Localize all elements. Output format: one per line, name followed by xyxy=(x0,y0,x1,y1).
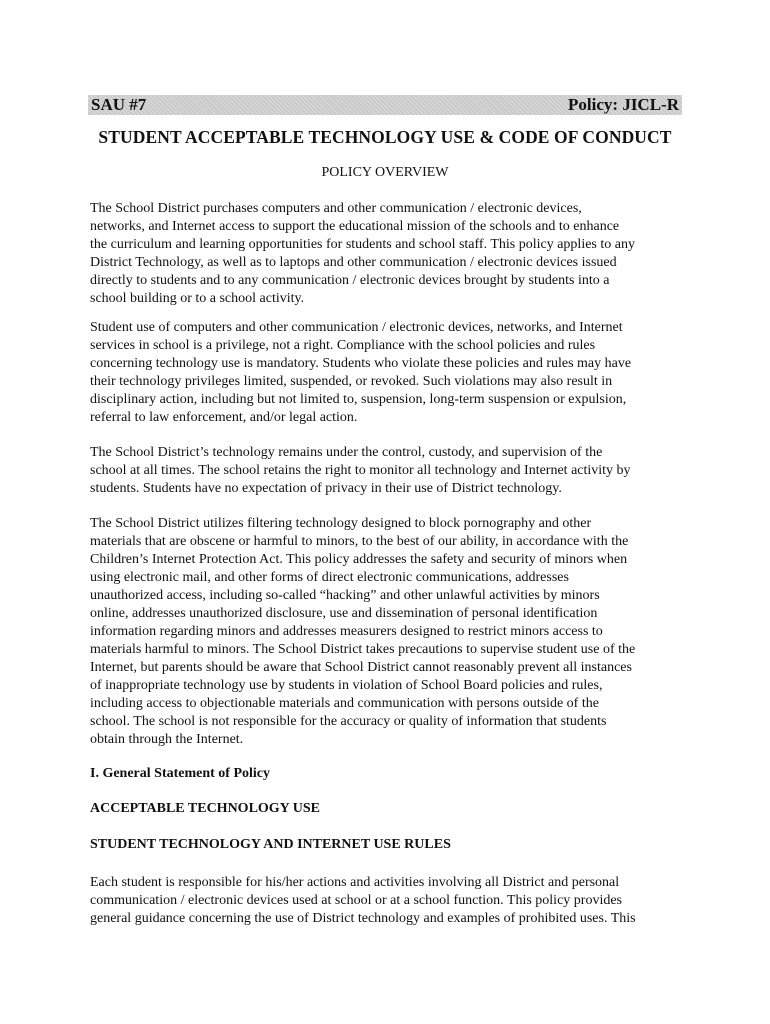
paragraph-line: concerning technology use is mandatory. Students who violate these policies and rules may have xyxy=(90,356,632,371)
paragraph-line: general guidance concerning the use of District technology and examples of prohibited uses. This xyxy=(90,911,636,926)
paragraph-line: disciplinary action, including but not limited to, suspension, long-term suspension or expulsion, xyxy=(90,392,627,407)
paragraph-line: unauthorized access, including so-called “hacking” and other unlawful activities by minors xyxy=(90,588,600,603)
acceptable-use-heading: ACCEPTABLE TECHNOLOGY USE xyxy=(90,801,321,816)
paragraph-line: Children’s Internet Protection Act. This policy addresses the safety and security of minors when xyxy=(90,552,628,567)
header-bar xyxy=(88,95,682,115)
paragraph-line: the curriculum and learning opportunities for students and school staff. This policy applies to any xyxy=(90,237,635,252)
paragraph-line: school at all times. The school retains the right to monitor all technology and Internet activity by xyxy=(90,463,631,478)
paragraph-line: online, addresses unauthorized disclosure, use and dissemination of personal identification xyxy=(90,606,598,621)
paragraph-line: directly to students and to any communication / electronic devices brought by students into a xyxy=(90,273,610,288)
document-title: STUDENT ACCEPTABLE TECHNOLOGY USE & CODE OF CONDUCT xyxy=(98,127,672,147)
paragraph-line: Each student is responsible for his/her actions and activities involving all District and personal xyxy=(90,875,620,890)
paragraph-line: The School District utilizes filtering technology designed to block pornography and other xyxy=(90,516,592,531)
paragraph-line: students. Students have no expectation of privacy in their use of District technology. xyxy=(90,481,562,496)
paragraph-line: District Technology, as well as to laptops and other communication / electronic devices issued xyxy=(90,255,617,270)
policy-code: Policy: JICL-R xyxy=(568,95,679,114)
paragraph-4 xyxy=(90,515,690,749)
district-label: SAU #7 xyxy=(91,95,147,114)
paragraph-1 xyxy=(90,200,690,308)
paragraph-line: materials harmful to minors. The School District takes precautions to supervise student use of the xyxy=(90,642,636,657)
paragraph-line: Internet, but parents should be aware that School District cannot reasonably prevent all instances xyxy=(90,660,632,675)
paragraph-line: The School District purchases computers and other communication / electronic devices, xyxy=(90,201,582,216)
paragraph-line: of inappropriate technology use by students in violation of School Board policies and rules, xyxy=(90,678,603,693)
paragraph-line: information regarding minors and addresses measurers designed to restrict minors access to xyxy=(90,624,603,639)
paragraph-3 xyxy=(90,444,690,498)
paragraph-line: their technology privileges limited, suspended, or revoked. Such violations may also result in xyxy=(90,374,613,389)
paragraph-line: communication / electronic devices used at school or at a school function. This policy provides xyxy=(90,893,622,908)
paragraph-line: using electronic mail, and other forms of direct electronic communications, addresses xyxy=(90,570,569,585)
policy-overview-heading: POLICY OVERVIEW xyxy=(321,165,449,180)
paragraph-line: obtain through the Internet. xyxy=(90,732,244,747)
internet-use-rules-heading: STUDENT TECHNOLOGY AND INTERNET USE RULES xyxy=(90,837,451,852)
paragraph-line: services in school is a privilege, not a right. Compliance with the school policies and rules xyxy=(90,338,596,353)
paragraph-line: school. The school is not responsible for the accuracy or quality of information that students xyxy=(90,714,607,729)
section-heading: I. General Statement of Policy xyxy=(90,766,271,781)
paragraph-line: The School District’s technology remains under the control, custody, and supervision of the xyxy=(90,445,603,460)
paragraph-5 xyxy=(90,874,690,928)
paragraph-line: Student use of computers and other communication / electronic devices, networks, and Internet xyxy=(90,320,623,335)
paragraph-line: networks, and Internet access to support the educational mission of the schools and to enhance xyxy=(90,219,620,234)
paragraph-line: including access to objectionable materials and communication with persons outside of the xyxy=(90,696,599,711)
paragraph-line: materials that are obscene or harmful to minors, to the best of our ability, in accordance with the xyxy=(90,534,629,549)
paragraph-line: referral to law enforcement, and/or legal action. xyxy=(90,410,358,425)
paragraph-2 xyxy=(90,319,690,427)
paragraph-line: school building or to a school activity. xyxy=(90,291,305,306)
